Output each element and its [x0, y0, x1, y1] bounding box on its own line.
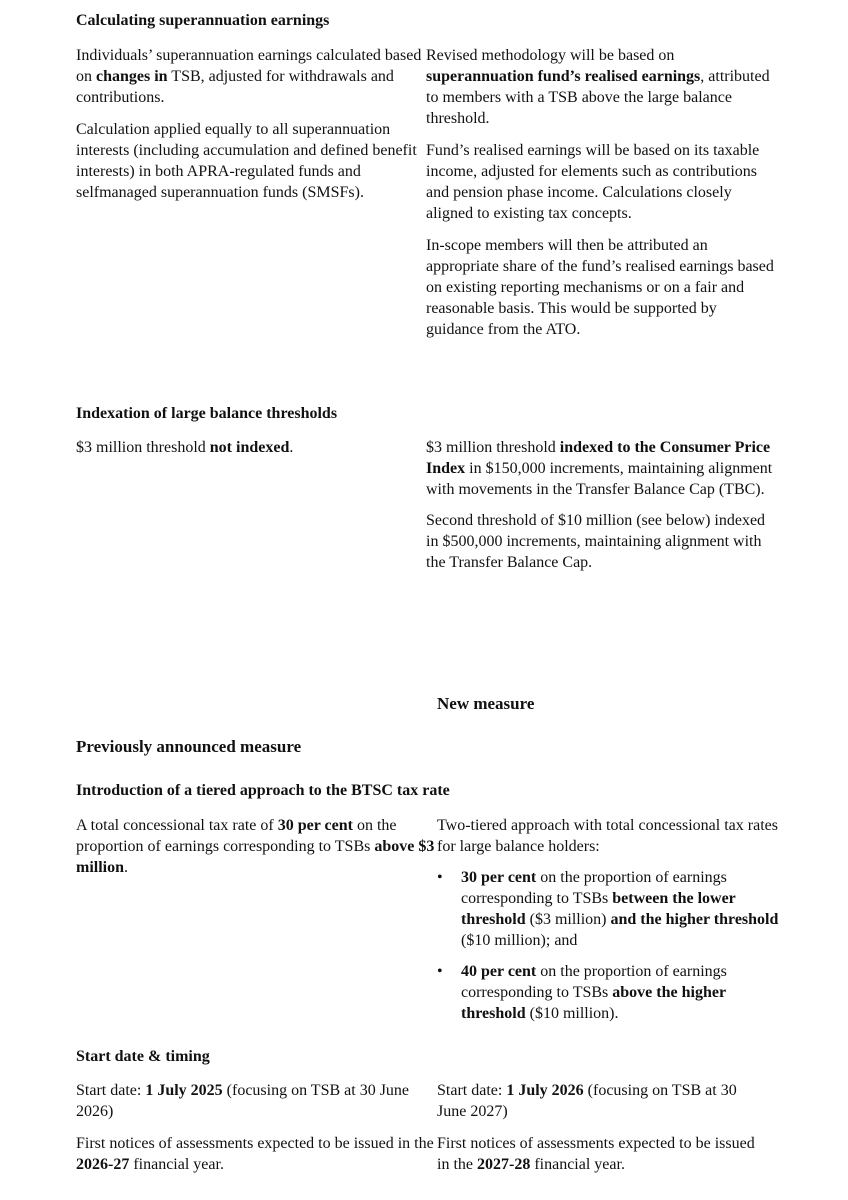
- calc-right-paragraph-2: Fund’s realised earnings will be based on its taxable income, adjusted for elements such as contributions and pension phase income. Calculations closely aligned to existing tax concepts.: [426, 142, 760, 222]
- start-left-column: [76, 1080, 436, 1175]
- tiered-bullet-30: • 30 per cent on the proportion of earnings corresponding to TSBs between the lower threshold ($3 million) and the higher threshold ($10 million); and: [437, 869, 779, 949]
- bullet-dot: •: [437, 963, 443, 980]
- calc-left-paragraph-1: Individuals’ superannuation earnings calculated based on changes in TSB, adjusted for withdrawals and contributions.: [76, 47, 422, 106]
- previous-measure-label: Previously announced measure: [76, 737, 302, 756]
- indexation-right-paragraph-1: $3 million threshold indexed to the Consumer Price Index in $150,000 increments, maintaining alignment with movements in the Transfer Balance Cap (TBC).: [426, 439, 773, 498]
- calc-left-column: [76, 45, 436, 203]
- tiered-bullet-40: • 40 per cent on the proportion of earnings corresponding to TSBs above the higher threshold ($10 million).: [437, 963, 727, 1022]
- start-right-notices: First notices of assessments expected to be issued in the 2027-28 financial year.: [437, 1135, 755, 1173]
- calc-right-paragraph-3: In-scope members will then be attributed an appropriate share of the fund’s realised earnings based on existing reporting mechanisms or on a fair and reasonable basis. This would be supported by guidance from the ATO.: [426, 237, 774, 338]
- tiered-left-column: [76, 815, 436, 878]
- bullet-dot: •: [437, 869, 443, 886]
- calc-left-paragraph-2: Calculation applied equally to all superannuation interests (including accumulation and defined benefit interests) in both APRA-regulated funds and selfmanaged superannuation funds (SMSFs).: [76, 121, 417, 201]
- new-measure-label: New measure: [437, 694, 535, 713]
- tiered-right-intro: Two-tiered approach with total concessional tax rates for large balance holders:: [437, 817, 778, 855]
- indexation-left-paragraph: $3 million threshold not indexed.: [76, 439, 294, 456]
- indexation-right-column: [426, 437, 776, 573]
- heading-start-date: Start date & timing: [76, 1048, 210, 1065]
- calc-right-paragraph-1: Revised methodology will be based on superannuation fund’s realised earnings, attributed to members with a TSB above the large balance threshold.: [426, 47, 770, 127]
- start-right-column: [437, 1080, 767, 1175]
- start-left-date: Start date: 1 July 2025 (focusing on TSB at 30 June 2026): [76, 1082, 410, 1120]
- heading-indexation: Indexation of large balance thresholds: [76, 405, 338, 422]
- start-right-date: Start date: 1 July 2026 (focusing on TSB at 30 June 2027): [437, 1082, 737, 1120]
- tiered-left-paragraph: A total concessional tax rate of 30 per cent on the proportion of earnings corresponding to TSBs above $3 million.: [76, 817, 435, 876]
- indexation-right-paragraph-2: Second threshold of $10 million (see below) indexed in $500,000 increments, maintaining alignment with the Transfer Balance Cap.: [426, 512, 766, 571]
- calc-right-column: [426, 45, 776, 340]
- start-left-notices: First notices of assessments expected to be issued in the 2026-27 financial year.: [76, 1135, 434, 1173]
- heading-tiered-approach: Introduction of a tiered approach to the BTSC tax rate: [76, 782, 450, 799]
- heading-calculating-earnings: Calculating superannuation earnings: [76, 12, 330, 29]
- indexation-left-column: [76, 437, 436, 458]
- tiered-right-column: [437, 815, 782, 1024]
